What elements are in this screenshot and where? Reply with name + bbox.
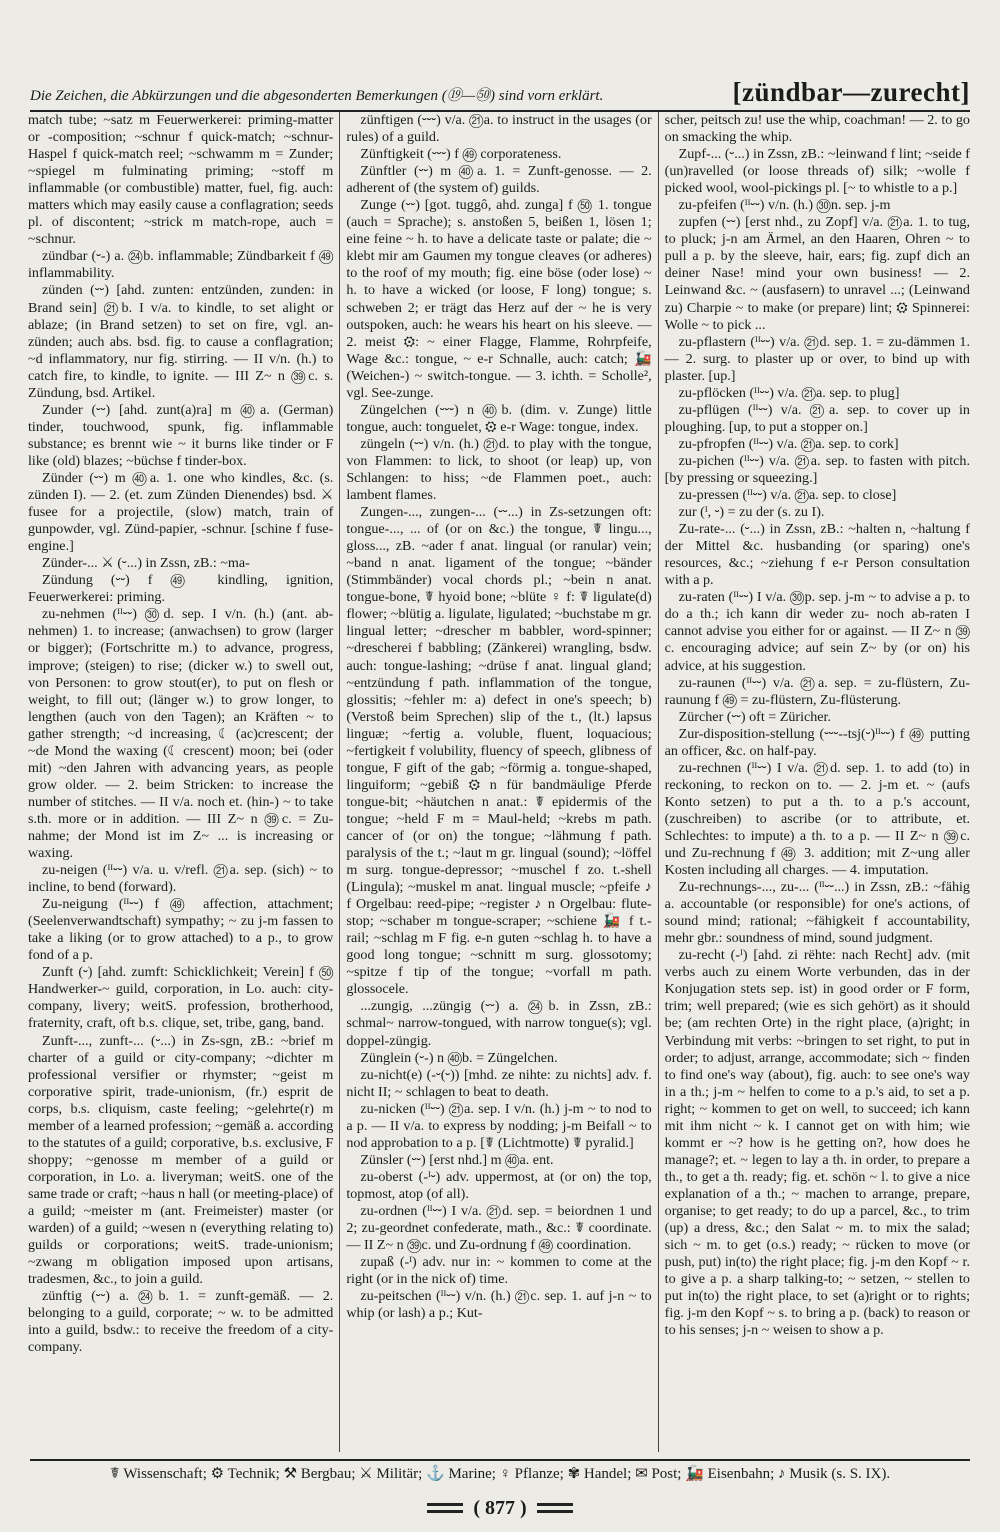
dictionary-entry: zünftig (⏑⏑) a. ㉔b. 1. = zunft-gemäß. — 2. belonging to a guild, corporate; ~ w. to be admitted into a guild, bsdw.: to receive the freedom of a city-company. — [28, 1288, 334, 1356]
dictionary-entry: zu-raunen (ᴵᴵ⏑⏑) v/a. ㉑a. sep. = zu-flüstern, Zu-raunung f ㊾ = zu-flüstern, Zu-flüsterung. — [664, 674, 970, 708]
dictionary-entry: Zu-neigung (ᴵᴵ⏑⏑) f ㊾ affection, attachment; (Seelenverwandtschaft) sympathy; ~ zu j-m fassen to take a liking (or to grow attached) to a p., to grow fond of a p. — [28, 896, 334, 964]
dictionary-entry: Zünglein (⏑-) n ㊵b. = Züngelchen. — [360, 1049, 558, 1066]
dictionary-entry: zu-nicht(e) (-⏑(⏑)) [mhd. ze nihte: zu nichts] adv. f. nicht II; ~ schlagen to beat to death. — [346, 1066, 652, 1100]
dictionary-entry: zu-pflastern (ᴵᴵ⏑⏑) v/a. ㉑d. sep. 1. = zu-dämmen 1. — 2. surg. to plaster up or over, to bind up with plaster. [up.] — [664, 333, 970, 384]
page-number: ( 877 ) — [473, 1496, 527, 1519]
dictionary-entry: zu-pfeifen (ᴵᴵ⏑⏑) v/n. (h.) ㉚n. sep. j-m — [678, 197, 891, 214]
dictionary-entry: Zungen-..., zungen-... (⏑⏑...) in Zs-setzungen oft: tongue-..., ... of (or on &c.) the tongue, ☤ lingu..., gloss..., zB. ~ader f anat. lingual (or ranular) vein; ~band n anat. ligament of the tongue; ~bänder (Stimmbänder) vocal chords pl.; ~bein n anat. tongue-bone, ☤ hyoid bone; ~blüte ♀ f: ☤ ligulate(d) flower; ~blütig a. ligulate, ligulated; ~buchstabe m gr. lingual letter; ~drescher m babbler, word-spinner; ~drescherei f babbling; (Zänkerei) wrangling, bsdw. auch: tongue-lashing; ~drüse f anat. lingual gland; ~entzündung f path. inflammation of the tongue, glossitis; ~fehler m: a) defect in one's speech; b) (Verstoß beim Sprechen) slip of the t., (lt.) lapsus linguæ; ~fertig a. voluble, fluent, loquacious; ~fertigkeit f volubility, fluency of speech, glibness of tongue, F gift of the gab; ~förmig a. tongue-shaped, linguiform; ~gebiß ⚙ n für bandmäulige Pferde tongue-bit; ~häutchen n anat.: ☤ epidermis of the tongue; ~held F m = Maul-held; ~krebs m path. cancer of (or on) the tongue; ~lähmung f path. paralysis of the t.; ~laut m gr. lingual (sound); ~löffel m surg. tongue-depressor; ~muschel f zo. t.-shell (Lingula); ~muskel m anat. lingual muscle; ~pfeife ♪ f Orgelbau: reed-pipe; ~register ♪ n Orgelbau: flute-stop; ~schaber m tongue-scraper; ~schiene 🚂 f t.-rail; ~schlag m F fig. e-n guten ~schlag h. to have a good long tongue; ~schnitt m surg. glossotomy; ~spitze f tip of the tongue; ~vorfall m path. glossocele. — [346, 504, 652, 998]
dictionary-entry: zu-recht (-ᴵ) [ahd. zi rëhte: nach Recht] adv. (mit verbs auch zu einem Worte verbunden, das in der Konjugation stets sep. ist) in good order or F form, trim; well prepared; (wie es sich gehört) as it should be; (am rechten Orte) in the right place, (a)right; in Verbindung mit verbs: ~bringen to set right, to put in order; to adjust, arrange, accommodate; sich ~ finden to find one's way (about), fig. auch: to see one's way in a th.; j-m ~ helfen to come to a p.'s aid, to set a p. right; ~ kommen to get on well, to succeed; ich kann mit ihm nicht ~ k. I cannot get on with him; wie kommt er ~? how is he getting on?, how does he manage?; et. ~ legen to lay a th. in order, to prepare a th., to get a th. ready; fig. et. schön ~ l. to give a nice explanation of a th.; ~ machen to arrange, prepare, organise; to get ready; to do up a parcel, &c., to trim (up) a dress, &c.; den Salat ~ m. to mix the salad; sich ~ m. to get (o.s.) ready; ~ rücken to move (or push, put) in(to) the right place; fig. j-m den Kopf ~ r. to give a p. a sharp talking-to; ~ setzen, ~ stellen to put in(to) the right place, to set (a)right or to rights; fig. j-m den Kopf ~ s. to bring a p. (back) to reason or to his senses; j-n ~ weisen to show a p. — [664, 947, 970, 1339]
dictionary-entry: zu-ordnen (ᴵᴵ⏑⏑) I v/a. ㉑d. sep. = beiordnen 1 und 2; zu-geordnet confederate, math., &c.: ☤ coordinate. — II Z~ n ㊴c. und Zu-ordnung f ㊾ coordination. — [346, 1203, 652, 1254]
dictionary-entry: scher, peitsch zu! use the whip, coachman! — 2. to go on smacking the whip. — [664, 112, 970, 146]
ornament-bars-left — [427, 1503, 463, 1513]
dictionary-entry: zu-pichen (ᴵᴵ⏑⏑) v/a. ㉑a. sep. to fasten with pitch. [by pressing or squeezing.] — [664, 452, 970, 486]
column-1 — [22, 112, 339, 1452]
dictionary-entry: züngeln (⏑⏑) v/n. (h.) ㉑d. to play with the tongue, von Flammen: to lick, to shoot (or leap) up, von Schlangen: to hiss; ~de Flammen poet., auch: lambent flames. — [346, 435, 652, 504]
page-number-area — [0, 1495, 1000, 1521]
dictionary-entry: Zünftigkeit (⏑⏑⏑) f ㊾ corporateness. — [360, 146, 562, 163]
guide-words: [zündbar—zurecht] — [732, 77, 970, 107]
symbol-legend: ☤ Wissenschaft; ⚙ Technik; ⚒ Bergbau; ⚔ Militär; ⚓ Marine; ♀ Pflanze; ✾ Handel; ✉ Post; 🚂 Eisenbahn; ♪ Musik (s. S. IX). — [109, 1466, 891, 1482]
dictionary-entry: zu-pflöcken (ᴵᴵ⏑⏑) v/a. ㉑a. sep. to plug] — [678, 384, 900, 401]
dictionary-entry: zu-pressen (ᴵᴵ⏑⏑) v/a. ㉑a. sep. to close] — [678, 487, 897, 504]
dictionary-entry: match tube; ~satz m Feuerwerkerei: priming-matter or -composition; ~schnur f quick-match; ~schnur-Haspel f quick-match reel; ~schwamm m = Zunder; ~spiegel m fulminating priming; ~stoff m inflammable (or combustible) matter, fuel, fig. auch: matters which may easily cause a conflagration; seeds pl. of discontent; ~strick m match-rope, auch = ~schnur. — [28, 112, 334, 248]
dictionary-entry: Züngelchen (⏑⏑⏑) n ㊵b. (dim. v. Zunge) little tongue, auch: tonguelet, ⚙ e-r Wage: tongue, index. — [346, 401, 652, 435]
dictionary-entry: zur (ᴵ, ⏑) = zu der (s. zu I). — [678, 504, 825, 521]
dictionary-entry: Zürcher (⏑⏑) oft = Züricher. — [678, 708, 831, 725]
dictionary-entry: zu-peitschen (ᴵᴵ⏑⏑) v/n. (h.) ㉑c. sep. 1. auf j-n ~ to whip (or lash) a p.; Kut- — [346, 1288, 652, 1322]
dictionary-columns — [22, 112, 976, 1452]
dictionary-entry: Zünder-... ⚔ (⏑...) in Zssn, zB.: ~ma- — [42, 555, 250, 572]
dictionary-entry: Zünftler (⏑⏑) m ㊵a. 1. = Zunft-genosse. — 2. adherent of (the system of) guilds. — [346, 163, 652, 197]
dictionary-entry: zu-nehmen (ᴵᴵ⏑⏑) ㉚d. sep. I v/n. (h.) (ant. ab-nehmen) 1. to increase; (anwachsen) to grow (larger or bigger); (Fortschritte m.) to advance, progress, improve; (steigen) to rise; (dicker w.) to swell out, von Personen: to grow stout(er), to put on flesh or weight, to fill out; (länger w.) to grow longer, to lengthen (auch von den Tagen); an Kräften ~ to gather strength; ~d increasing, ☾ (ac)crescent; der ~de Mond the waxing (☾ crescent) moon; bei (oder mit) ~den Jahren with advancing years, as people grow older. — 2. beim Stricken: to increase the number of stitches. — II v/a. noch et. (hin-) ~ to take s.th. more or in addition. — III Z~ n ㊴c. = Zu-nahme; der Mond ist im Z~ ... is increasing or waxing. — [28, 606, 334, 862]
page-header — [30, 68, 970, 108]
dictionary-entry: Zunft (⏑) [ahd. zumft: Schicklichkeit; Verein] f ㊿ Handwerker-~ guild, corporation, in Lo. auch: city-company, livery; weitS. profession, brotherhood, fraternity, craft, oft b.s. clique, set, tribe, gang, band. — [28, 964, 334, 1032]
dictionary-entry: zu-raten (ᴵᴵ⏑⏑) I v/a. ㉚p. sep. j-m ~ to advise a p. to do a th.; ich kann dir weder zu- noch ab-raten I cannot advise you either for or against. — II Z~ n ㊴c. encouraging advice; auf sein Z~ by (or on) his advice, at his suggestion. — [664, 589, 970, 674]
column-3 — [658, 112, 976, 1452]
dictionary-entry: zu-pfropfen (ᴵᴵ⏑⏑) v/a. ㉑a. sep. to cork] — [678, 435, 899, 452]
dictionary-entry: zünftigen (⏑⏑⏑) v/a. ㉑a. to instruct in the usages (or rules) of a guild. — [346, 112, 652, 146]
dictionary-entry: zünden (⏑⏑) [ahd. zunten: entzünden, zunden: in Brand sein] ㉑b. I v/a. to kindle, to set alight or ablaze; (in Brand setzen) to set on fire, vgl. an-zünden; auch abs. bsd. fig. to cause a conflagration; ~d inflammatory, nur fig. stirring. — II v/n. (h.) to catch fire, to kindle, to ignite. — III Z~ n ㊴c. s. Zündung, bsd. Artikel. — [28, 282, 334, 401]
dictionary-entry: Zünsler (⏑⏑) [erst nhd.] m ㊵a. ent. — [360, 1151, 554, 1168]
ornament-bars-right — [537, 1503, 573, 1513]
dictionary-entry: zupfen (⏑⏑) [erst nhd., zu Zopf] v/a. ㉑a. 1. to tug, to pluck; j-n am Ärmel, an den Haaren, Ohren ~ to pull a p. by the sleeve, hair, ears; fig. zupf dich an deiner Nase! mind your own business! — 2. Leinwand &c. ~ (ausfasern) to unravel ...; (Leinwand zu) Charpie ~ to make (or prepare) lint; ⚙ Spinnerei: Wolle ~ to pick ... — [664, 214, 970, 333]
dictionary-entry: zu-neigen (ᴵᴵ⏑⏑) v/a. u. v/refl. ㉑a. sep. (sich) ~ to incline, to bend (forward). — [28, 862, 334, 896]
footer-rule — [30, 1459, 970, 1461]
dictionary-entry: Zünder (⏑⏑) m ㊵a. 1. one who kindles, &c. (s. zünden I). — 2. (et. zum Zünden Dienendes) bsd. ⚔ fusee for a projectile, (slow) match, train of gunpowder, vgl. Zünd-papier, -schnur. [schine f fuse-engine.] — [28, 469, 334, 555]
dictionary-entry: Zupf-... (⏑...) in Zssn, zB.: ~leinwand f lint; ~seide f (un)ravelled (or loose threads of) silk; ~wolle f picked wool, wool-pickings pl. [~ to whistle to a p.] — [664, 146, 970, 197]
dictionary-entry: zu-oberst (-ᴵ⏑) adv. uppermost, at (or on) the top, topmost, atop (of all). — [346, 1168, 652, 1202]
dictionary-entry: zündbar (⏑-) a. ㉔b. inflammable; Zündbarkeit f ㊾ inflammability. — [28, 248, 334, 282]
dictionary-entry: Zündung (⏑⏑) f ㊾ kindling, ignition, Feuerwerkerei: priming. — [28, 572, 334, 606]
abbreviation-note: Die Zeichen, die Abkürzungen und die abgesonderten Bemerkungen (⑲—㊿) sind vorn erklärt. — [30, 88, 604, 104]
dictionary-entry: Zu-rate-... (⏑...) in Zssn, zB.: ~halten n, ~haltung f der Mittel &c. husbanding (or sparing) one's resources, &c.; ~ziehung f e-r Person consultation with a p. — [664, 521, 970, 589]
dictionary-entry: Zur-disposition-stellung (⏑⏑⏑--tsj(⏑)ᴵᴵ⏑⏑) f ㊾ putting an officer, &c. on half-pay. — [664, 725, 970, 759]
dictionary-entry: Zunder (⏑⏑) [ahd. zunt(a)ra] m ㊵a. (German) tinder, touchwood, spunk, fig. inflammable substance; es brennt wie ~ it burns like tinder or F like (old) blazes; ~büchse f tinder-box. — [28, 401, 334, 469]
dictionary-entry: Zunge (⏑⏑) [got. tuggô, ahd. zunga] f ㊿ 1. tongue (auch = Sprache); s. anstoßen 5, beißen 1, lösen 1; eine feine ~ h. to have a delicate taste or palate; die ~ klebt mir am Gaumen my tongue cleaves (or adheres) to the roof of my mouth; fig. eine böse (oder lose) ~ h. to have a wicked (or loose, F long) tongue; s. schweben 2; er trägt das Herz auf der ~ he is very outspoken, auch: he wears his heart on his sleeve. — 2. meist ⚙: ~ einer Flagge, Flamme, Rohrpfeife, Wage &c.: tongue, ~ e-r Schnalle, auch: catch; 🚂 (Weichen-) ~ switch-tongue. — 3. ichth. = Scholle², vgl. See-zunge. — [346, 197, 652, 401]
dictionary-entry: zu-pflügen (ᴵᴵ⏑⏑) v/a. ㉑a. sep. to cover up in ploughing. [up, to put a stopper on.] — [664, 401, 970, 435]
column-2 — [339, 112, 657, 1452]
dictionary-entry: zu-nicken (ᴵᴵ⏑⏑) ㉑a. sep. I v/n. (h.) j-m ~ to nod to a p. — II v/a. to express by nodding; j-m Beifall ~ to nod approbation to a p. [☤ (Lichtmotte) ☤ pyralid.] — [346, 1100, 652, 1151]
dictionary-entry: zupaß (-ᴵ) adv. nur in: ~ kommen to come at the right (or in the nick of) time. — [346, 1254, 652, 1288]
dictionary-entry: zu-rechnen (ᴵᴵ⏑⏑) I v/a. ㉑d. sep. 1. to add (to) in reckoning, to reckon on to. — 2. j-m et. ~ (aufs Konto setzen) to put a th. to a p.'s account, (zuschreiben) to ascribe (or to attribute, et. Schlechtes: to impute) a th. to a p. — II Z~ n ㊴c. und Zu-rechnung f ㊾ 3. addition; mit Z~ung aller Kosten including all charges. — 4. imputation. — [664, 759, 970, 879]
dictionary-entry: Zu-rechnungs-..., zu-... (ᴵᴵ⏑⏑...) in Zssn, zB.: ~fähig a. accountable (or responsible) for one's actions, of sound mind; rational; ~fähigkeit f accountability, mehr gbr.: soundness of mind, sound judgment. — [664, 879, 970, 947]
dictionary-entry: ...zungig, ...züngig (⏑⏑) a. ㉔b. in Zssn, zB.: schmal~ narrow-tongued, with narrow tongue(s); vgl. doppel-züngig. — [346, 998, 652, 1049]
dictionary-entry: Zunft-..., zunft-... (⏑...) in Zs-sgn, zB.: ~brief m charter of a guild or city-company; ~dichter m professional versifier or rhymster; ~geist m corporative spirit, trade-unionism, (fr.) esprit de corps, b.s. cliquism, caste feeling; ~gelehrte(r) m member of a learned profession; ~gemäß a. according to the statutes of a guild; corporative, b.s. exclusive, F shoppy; ~genosse m member of a guild or corporation, in Lo. a. liveryman; weitS. one of the same trade or craft; ~haus n hall (or meeting-place) of a guild; ~meister m (ant. Freimeister) master (or warden) of a guild; ~wesen n (everything relating to) guilds or corporations; weitS. trade-unionism; ~zwang m obligation imposed upon artisans, tradesmen, &c., to join a guild. — [28, 1032, 334, 1288]
